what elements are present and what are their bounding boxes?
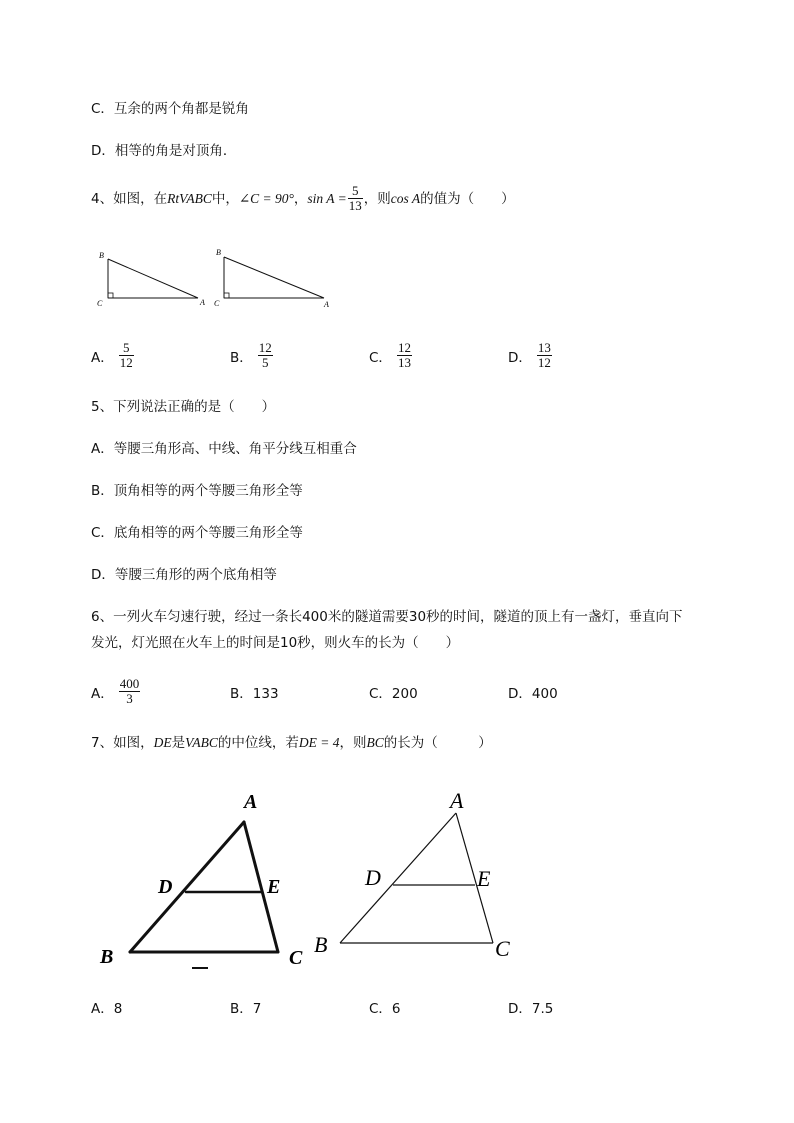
q7-bc: BC (366, 735, 384, 750)
q6-option-c: C．200 (369, 686, 418, 702)
q4-option-a-label: A． (91, 349, 114, 366)
q4-option-a-num: 5 (119, 341, 134, 356)
q4-option-b-label: B． (230, 349, 253, 366)
q5-option-c: C．底角相等的两个等腰三角形全等 (91, 525, 303, 541)
q6-stem-line1: 6、一列火车匀速行驶，经过一条长400米的隧道需要30秒的时间，隧道的顶上有一盏灯，垂直向下 (91, 609, 683, 625)
q4-figure-left (92, 248, 212, 310)
q6-option-a (91, 677, 141, 706)
q4-left-label-b: B (99, 251, 104, 260)
q4-mid2: ，则 (363, 190, 391, 207)
q4-option-c-num: 12 (397, 340, 411, 355)
q7-option-b: B．7 (230, 1001, 262, 1017)
q4-figure-right (212, 246, 338, 312)
q7-mid1: 是 (171, 735, 186, 751)
q5-option-a: A．等腰三角形高、中线、角平分线互相重合 (91, 441, 357, 457)
q4-option-d-label: D． (508, 349, 532, 366)
q4-angle: ∠C = 90° (238, 190, 294, 206)
q7-mid3: ，则 (339, 735, 367, 751)
q4-sin-fraction (348, 184, 363, 213)
q4-triangle: VABC (179, 190, 212, 206)
q7-left-label-a: A (244, 791, 258, 813)
q7-option-a: A．8 (91, 1001, 123, 1017)
q5-option-d: D．等腰三角形的两个底角相等 (91, 567, 277, 583)
q7-prefix: 7、如图， (91, 735, 154, 751)
q7-equation: DE = 4 (298, 735, 340, 750)
q7-stem (91, 734, 492, 752)
q7-left-label-d: D (158, 876, 173, 898)
q4-option-d-den: 12 (537, 355, 551, 370)
q7-figure-left (96, 782, 326, 982)
q3-option-c: C．互余的两个角都是锐角 (91, 101, 249, 117)
q4-option-c (369, 341, 413, 370)
q6-stem-line2: 发光，灯光照在火车上的时间是10秒，则火车的长为（ ） (91, 635, 460, 651)
q7-right-label-b: B (314, 932, 328, 957)
q7-mid2: 的中位线，若 (217, 735, 299, 751)
q7-right-label-d: D (365, 865, 381, 890)
q6-option-a-den: 3 (126, 691, 133, 706)
q4-right-label-b: B (216, 248, 221, 257)
q4-option-d-num: 13 (537, 340, 551, 355)
q7-left-label-e: E (267, 876, 281, 898)
q7-suffix: 的长为（ ） (383, 735, 492, 751)
q4-rt: Rt (167, 190, 180, 206)
q4-sin: sin A = (307, 190, 347, 206)
q4-prefix: 4、如图，在 (91, 190, 168, 207)
q4-option-a-den: 12 (119, 355, 133, 370)
q4-left-label-a: A (200, 298, 205, 307)
q6-option-a-num: 400 (119, 676, 140, 691)
q4-left-label-c: C (97, 299, 103, 308)
q7-option-c: C．6 (369, 1001, 401, 1017)
q4-option-c-den: 13 (397, 355, 411, 370)
q7-right-label-a: A (450, 788, 464, 813)
q7-de: DE (153, 735, 172, 750)
q4-option-b-den: 5 (262, 355, 269, 370)
q6-option-d: D．400 (508, 686, 558, 702)
q4-stem (91, 184, 515, 213)
q6-option-b: B．133 (230, 686, 279, 702)
q7-triangle: VABC (185, 735, 218, 750)
q4-suffix: 的值为（ ） (420, 190, 515, 207)
q7-left-label-b: B (100, 946, 114, 968)
q5-option-b: B．顶角相等的两个等腰三角形全等 (91, 483, 303, 499)
q6-option-a-label: A． (91, 685, 114, 702)
q4-sin-num: 5 (348, 184, 363, 199)
q7-right-label-e: E (477, 866, 491, 891)
q4-option-b (230, 341, 274, 370)
q4-sin-den: 13 (348, 198, 362, 213)
q4-option-b-num: 12 (258, 340, 272, 355)
q4-option-c-label: C． (369, 349, 392, 366)
q7-option-d: D．7.5 (508, 1001, 554, 1017)
q4-option-d (508, 341, 553, 370)
q7-right-label-c: C (495, 936, 510, 961)
q4-right-label-c: C (214, 299, 220, 308)
q4-mid1: 中， (211, 190, 239, 207)
q4-right-label-a: A (324, 300, 329, 309)
q7-left-label-c: C (289, 947, 303, 969)
q7-figure-right (310, 782, 530, 972)
q5-stem: 5、下列说法正确的是（ ） (91, 399, 276, 415)
q4-cos: cos A (390, 190, 421, 206)
q4-comma: ， (293, 190, 308, 207)
q3-option-d: D．相等的角是对顶角． (91, 143, 237, 159)
q4-option-a (91, 341, 135, 370)
